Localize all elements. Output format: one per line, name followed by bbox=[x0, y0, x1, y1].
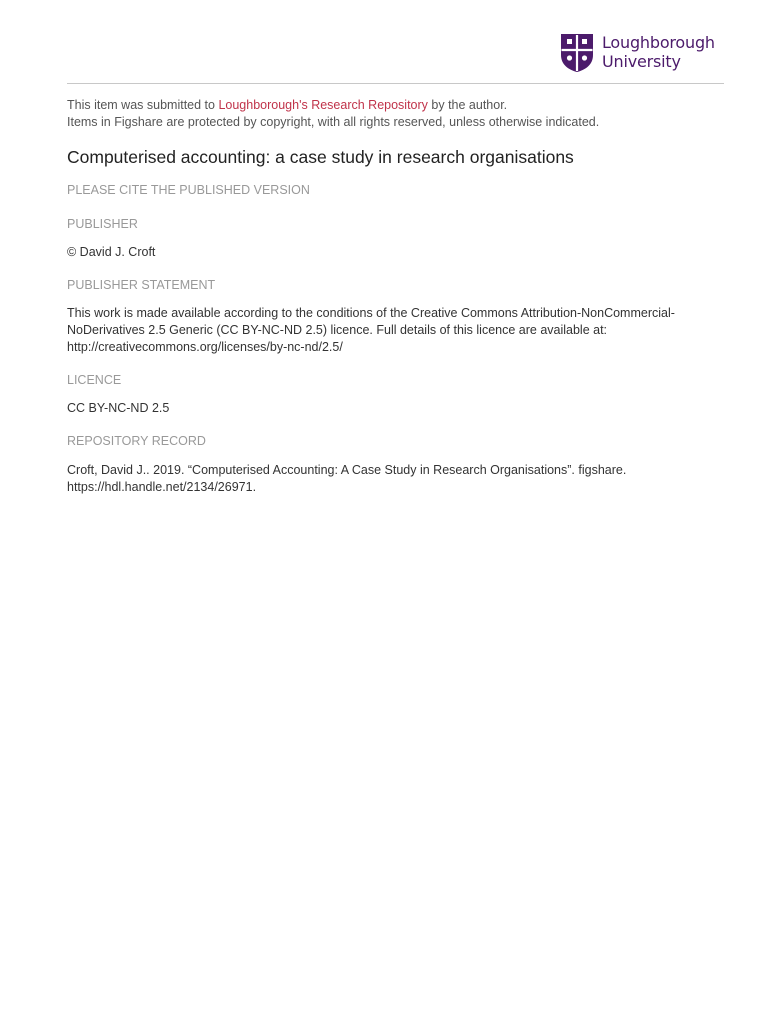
statement-line: This work is made available according to the conditions of the Creative Commons Attribution-NonCommercial- bbox=[67, 306, 675, 320]
notice-text-after: by the author. bbox=[427, 98, 508, 112]
university-logo bbox=[560, 33, 715, 73]
statement-line: NoDerivatives 2.5 Generic (CC BY-NC-ND 2.5) licence. Full details of this licence are available at: bbox=[67, 323, 608, 337]
publisher-statement-label: PUBLISHER STATEMENT bbox=[67, 278, 216, 292]
publisher-value: © David J. Croft bbox=[67, 245, 156, 259]
submission-notice-line1 bbox=[67, 97, 727, 114]
repository-record-text bbox=[67, 462, 727, 496]
submission-notice bbox=[67, 97, 727, 131]
licence-label: LICENCE bbox=[67, 373, 122, 387]
publisher-statement-text bbox=[67, 305, 727, 356]
repository-link[interactable]: Loughborough's Research Repository bbox=[218, 98, 428, 112]
record-citation: Croft, David J.. 2019. “Computerised Accounting: A Case Study in Research Organisations”. figshare. bbox=[67, 463, 627, 477]
record-handle-url: https://hdl.handle.net/2134/26971. bbox=[67, 480, 257, 494]
university-wordmark bbox=[602, 33, 715, 71]
logo-text-line1: Loughborough bbox=[602, 33, 715, 52]
licence-value: CC BY-NC-ND 2.5 bbox=[67, 401, 170, 415]
header-divider bbox=[67, 83, 724, 84]
cite-label: PLEASE CITE THE PUBLISHED VERSION bbox=[67, 183, 310, 197]
notice-text-before: This item was submitted to bbox=[67, 98, 219, 112]
university-crest-icon bbox=[560, 33, 594, 73]
logo-text-line2: University bbox=[602, 52, 681, 71]
document-title: Computerised accounting: a case study in research organisations bbox=[67, 147, 574, 167]
statement-licence-url: http://creativecommons.org/licenses/by-nc-nd/2.5/ bbox=[67, 340, 343, 354]
copyright-notice: Items in Figshare are protected by copyright, with all rights reserved, unless otherwise indicated. bbox=[67, 115, 600, 129]
publisher-label: PUBLISHER bbox=[67, 217, 138, 231]
repository-record-label: REPOSITORY RECORD bbox=[67, 434, 206, 448]
